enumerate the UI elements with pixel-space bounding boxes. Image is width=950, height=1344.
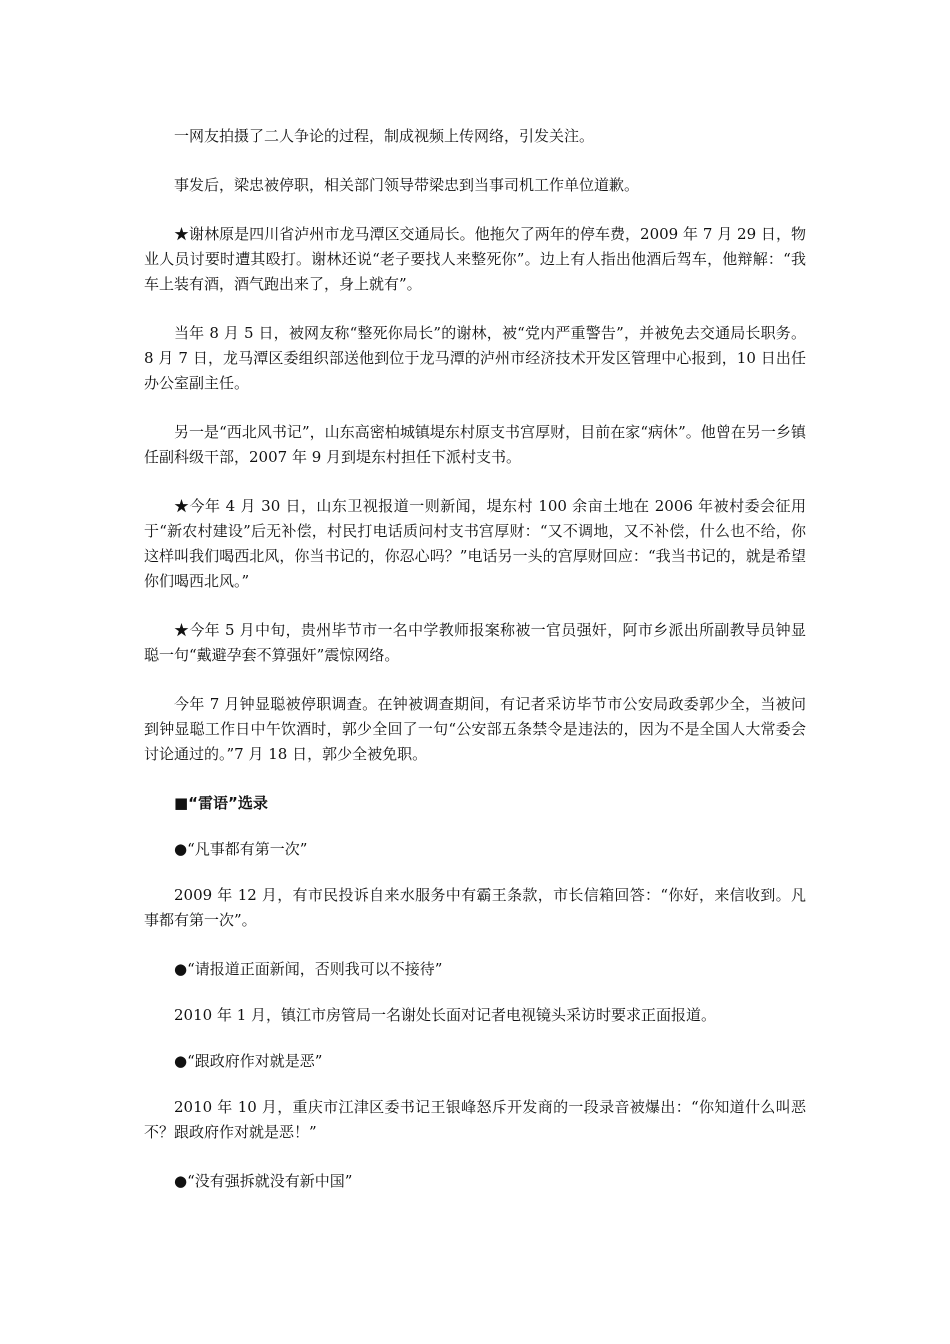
paragraph-video-upload: 一网友拍摄了二人争论的过程，制成视频上传网络，引发关注。 — [174, 127, 595, 145]
quote-heading-positive-news: ●“请报道正面新闻，否则我可以不接待” — [174, 960, 443, 978]
paragraph-northwest-wind-secretary: 另一是“西北风书记”，山东高密柏城镇堤东村原支书宫厚财，目前在家“病休”。他曾在另一乡镇任副科级干部，2007 年 9 月到堤东村担任下派村支书。 — [144, 423, 806, 466]
quote-heading-forced-demolition: ●“没有强拆就没有新中国” — [174, 1172, 353, 1190]
quote-heading-against-government: ●“跟政府作对就是恶” — [174, 1052, 323, 1070]
paragraph-zhong-xiancong-remark: ★今年 5 月中旬，贵州毕节市一名中学教师报案称被一官员强奸，阿市乡派出所副教导员钟显聪一句“戴避孕套不算强奸”震惊网络。 — [144, 621, 806, 664]
paragraph-mayor-mailbox: 2009 年 12 月，有市民投诉自来水服务中有霸王条款，市长信箱回答：“你好，来信收到。凡事都有第一次”。 — [144, 886, 806, 929]
quote-heading-first-time: ●“凡事都有第一次” — [174, 840, 308, 858]
article-body — [144, 124, 806, 1215]
paragraph-liang-zhong-suspended: 事发后，梁忠被停职，相关部门领导带梁忠到当事司机工作单位道歉。 — [174, 176, 640, 194]
paragraph-jiangjin-recording: 2010 年 10 月，重庆市江津区委书记王银峰怒斥开发商的一段录音被爆出：“你知道什么叫恶不？跟政府作对就是恶！” — [144, 1098, 806, 1141]
paragraph-guo-shaoquan-dismissed: 今年 7 月钟显聪被停职调查。在钟被调查期间，有记者采访毕节市公安局政委郭少全，当被问到钟显聪工作日中午饮酒时，郭少全回了一句“公安部五条禁令是违法的，因为不是全国人大常委会讨论通过的。”7 月 18 日，郭少全被免职。 — [144, 695, 806, 763]
section-heading-quotes: ■“雷语”选录 — [174, 794, 268, 812]
paragraph-shandong-tv-report: ★今年 4 月 30 日，山东卫视报道一则新闻，堤东村 100 余亩土地在 2006 年被村委会征用于“新农村建设”后无补偿，村民打电话质问村支书宫厚财：“又不调地，又不补偿，什么也不给，你这样叫我们喝西北风，你当书记的，你忍心吗？”电话另一头的宫厚财回应：“我当书记的，就是希望你们喝西北风。” — [144, 497, 806, 590]
paragraph-xie-lin-incident: ★谢林原是四川省泸州市龙马潭区交通局长。他拖欠了两年的停车费，2009 年 7 月 29 日，物业人员讨要时遭其殴打。谢林还说“老子要找人来整死你”。边上有人指出他酒后驾车，他辩解：“我车上装有酒，酒气跑出来了，身上就有”。 — [144, 225, 806, 293]
paragraph-xie-lin-punishment: 当年 8 月 5 日，被网友称“整死你局长”的谢林，被“党内严重警告”，并被免去交通局长职务。8 月 7 日，龙马潭区委组织部送他到位于龙马潭的泸州市经济技术开发区管理中心报到，10 日出任办公室副主任。 — [144, 324, 806, 392]
paragraph-zhenjiang-housing: 2010 年 1 月，镇江市房管局一名谢处长面对记者电视镜头采访时要求正面报道。 — [174, 1006, 717, 1024]
